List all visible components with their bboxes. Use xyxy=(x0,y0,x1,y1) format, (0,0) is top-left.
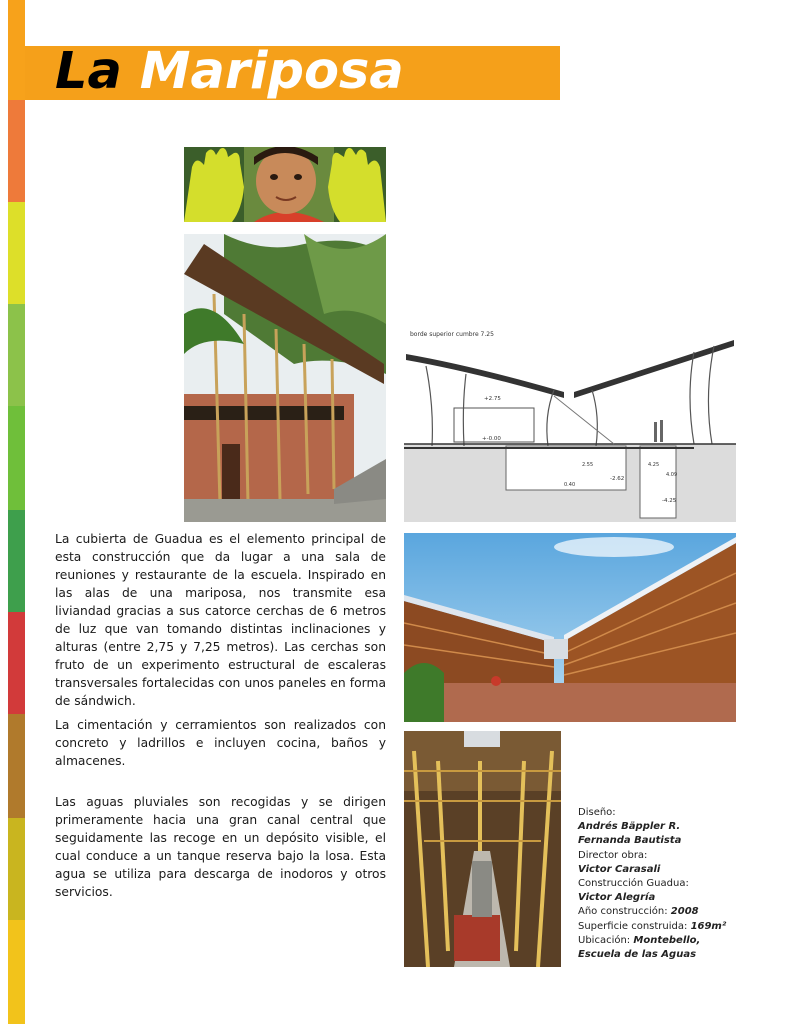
credit-location-1: Montebello, xyxy=(633,934,701,946)
drawing-dim-1: 2.55 xyxy=(582,462,594,468)
drawing-label-top: borde superior cumbre 7.25 xyxy=(410,331,494,338)
credit-director: Victor Carasali xyxy=(578,863,661,875)
title-word-1: La xyxy=(55,42,122,101)
color-stripe-segment xyxy=(8,510,25,612)
photo-building-exterior xyxy=(184,234,386,522)
project-credits xyxy=(578,806,778,962)
color-stripe-segment xyxy=(8,920,25,1024)
credit-location-label: Ubicación: xyxy=(578,934,631,946)
photo-child-painted-hands xyxy=(184,147,386,222)
credit-area-line xyxy=(578,920,778,934)
page-title xyxy=(55,38,404,106)
body-paragraph-2: La cimentación y cerramientos son realizados con concreto y ladrillos e incluyen cocina, baños y almacenes. xyxy=(55,718,386,768)
color-stripe-segment xyxy=(8,0,25,100)
credit-year-label: Año construcción: xyxy=(578,906,668,918)
credit-year-line xyxy=(578,905,778,919)
body-paragraph-1: La cubierta de Guadua es el elemento principal de esta construcción que da lugar a una sala de reuniones y restaurante de la escuela. Inspirado en las alas de una mariposa, nos transmite esa liviandad gracias a sus catorce cerchas de 6 metros de luz que van tomando distintas inclinaciones y alturas (entre 2,75 y 7,25 metros). Las cerchas son fruto de un experimento estructural de escaleras transversales fortalecidas con unos paneles en forma de sándwich. xyxy=(55,532,386,708)
credit-area: 169m² xyxy=(690,920,727,932)
title-word-2: Mariposa xyxy=(139,42,404,101)
color-stripe-segment xyxy=(8,202,25,304)
credit-guadua-label: Construcción Guadua: xyxy=(578,878,689,890)
credit-location-line xyxy=(578,934,778,948)
color-stripe-segment xyxy=(8,304,25,406)
credit-year: 2008 xyxy=(670,906,699,918)
credit-location-2: Escuela de las Aguas xyxy=(578,949,697,961)
color-stripe-segment xyxy=(8,100,25,202)
credit-director-label: Director obra: xyxy=(578,849,648,861)
color-stripe-segment xyxy=(8,714,25,818)
credit-area-label: Superficie construida: xyxy=(578,920,688,932)
drawing-level-1: +2.75 xyxy=(484,396,501,402)
drawing-level-2: +-0.00 xyxy=(482,436,501,442)
drawing-dim-2: 4.25 xyxy=(648,462,660,468)
color-stripe-segment xyxy=(8,818,25,920)
drawing-dim-3: 4.09 xyxy=(666,472,678,478)
credit-design-label: Diseño: xyxy=(578,807,616,818)
photo-roof-underside xyxy=(404,533,736,722)
drawing-level-3: -2.62 xyxy=(610,476,625,482)
color-stripe-segment xyxy=(8,612,25,714)
credit-guadua: Victor Alegría xyxy=(578,892,656,904)
drawing-dim-4: 0.40 xyxy=(564,482,576,488)
credit-designer-1: Andrés Bäppler R. xyxy=(578,821,681,833)
color-stripe-segment xyxy=(8,406,25,510)
photo-bamboo-interior xyxy=(404,731,561,967)
drawing-level-4: -4.25 xyxy=(662,498,677,504)
body-paragraph-3: Las aguas pluviales son recogidas y se dirigen primeramente hacia una gran canal central que seguidamente las recoge en un depósito visible, el cual conduce a un tanque reserva bajo la losa. Esta agua se utiliza para descarga de inodoros y otros servicios. xyxy=(55,795,386,899)
section-drawing xyxy=(404,326,736,522)
credit-designer-2: Fernanda Bautista xyxy=(578,835,682,847)
